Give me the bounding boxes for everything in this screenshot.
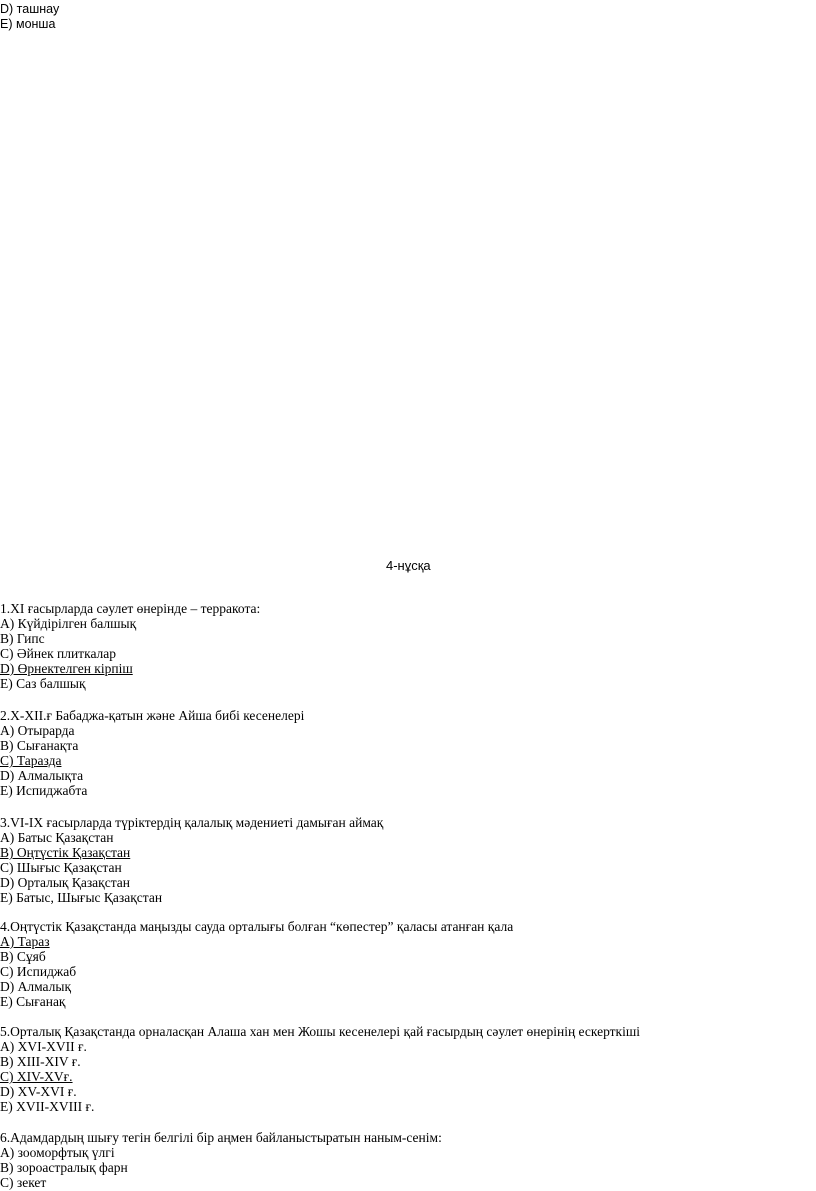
option-b: B) Гипс <box>0 631 45 646</box>
question-text: 6.Адамдардың шығу тегін белгілі бір аңмен байланыстыратын наным-сенім: <box>0 1130 442 1145</box>
option-a: A) Отырарда <box>0 723 75 738</box>
question-text: 3.VI-IX ғасырларда түріктердің қалалық мәдениеті дамыған аймақ <box>0 815 384 830</box>
question-4 <box>0 919 513 1009</box>
top-option-e: E) монша <box>0 17 56 31</box>
option-a-correct: A) Тараз <box>0 934 50 949</box>
option-b: B) Сұяб <box>0 949 46 964</box>
option-a: A) Батыс Қазақстан <box>0 830 114 845</box>
option-e: E) Сығанақ <box>0 994 66 1009</box>
option-e: E) XVII-XVIII ғ. <box>0 1099 95 1114</box>
top-option-d: D) ташнау <box>0 2 60 16</box>
question-5 <box>0 1024 640 1114</box>
option-c: C) Әйнек плиткалар <box>0 646 117 661</box>
option-a: A) XVI-XVII ғ. <box>0 1039 87 1054</box>
question-text: 1.XI ғасырларда сәулет өнерінде – терракота: <box>0 601 261 616</box>
question-text: 5.Орталық Қазақстанда орналасқан Алаша хан мен Жошы кесенелері қай ғасырдың сәулет өнерінің ескерткіші <box>0 1024 641 1039</box>
question-text: 2.X-XII.ғ Бабаджа-қатын және Айша бибі кесенелері <box>0 708 305 723</box>
option-d: D) Орталық Қазақстан <box>0 875 131 890</box>
question-text: 4.Оңтүстік Қазақстанда маңызды сауда орталығы болған “көпестер” қаласы атанған қала <box>0 919 514 934</box>
option-c-correct: C) XIV-XVғ. <box>0 1069 73 1084</box>
option-d: D) Алмалықта <box>0 768 84 783</box>
question-2 <box>0 708 304 798</box>
option-e: E) Испиджабта <box>0 783 88 798</box>
option-a: A) Күйдірілген балшық <box>0 616 137 631</box>
option-b-correct: B) Оңтүстік Қазақстан <box>0 845 131 860</box>
option-b: B) XIII-XIV ғ. <box>0 1054 81 1069</box>
variant-title: 4-нұсқа <box>386 558 431 573</box>
option-d: D) Алмалық <box>0 979 72 994</box>
option-d: D) XV-XVI ғ. <box>0 1084 77 1099</box>
option-c: C) Испиджаб <box>0 964 77 979</box>
question-1 <box>0 601 260 691</box>
question-6 <box>0 1130 442 1190</box>
option-c: C) зекет <box>0 1175 47 1190</box>
option-c: C) Шығыс Қазақстан <box>0 860 122 875</box>
option-b: B) зороастралық фарн <box>0 1160 128 1175</box>
option-b: B) Сығанақта <box>0 738 79 753</box>
option-d-correct: D) Өрнектелген кірпіш <box>0 661 133 676</box>
question-3 <box>0 815 383 905</box>
option-c-correct: C) Таразда <box>0 753 62 768</box>
option-e: E) Саз балшық <box>0 676 86 691</box>
option-a: A) зооморфтық үлгі <box>0 1145 115 1160</box>
option-e: E) Батыс, Шығыс Қазақстан <box>0 890 163 905</box>
